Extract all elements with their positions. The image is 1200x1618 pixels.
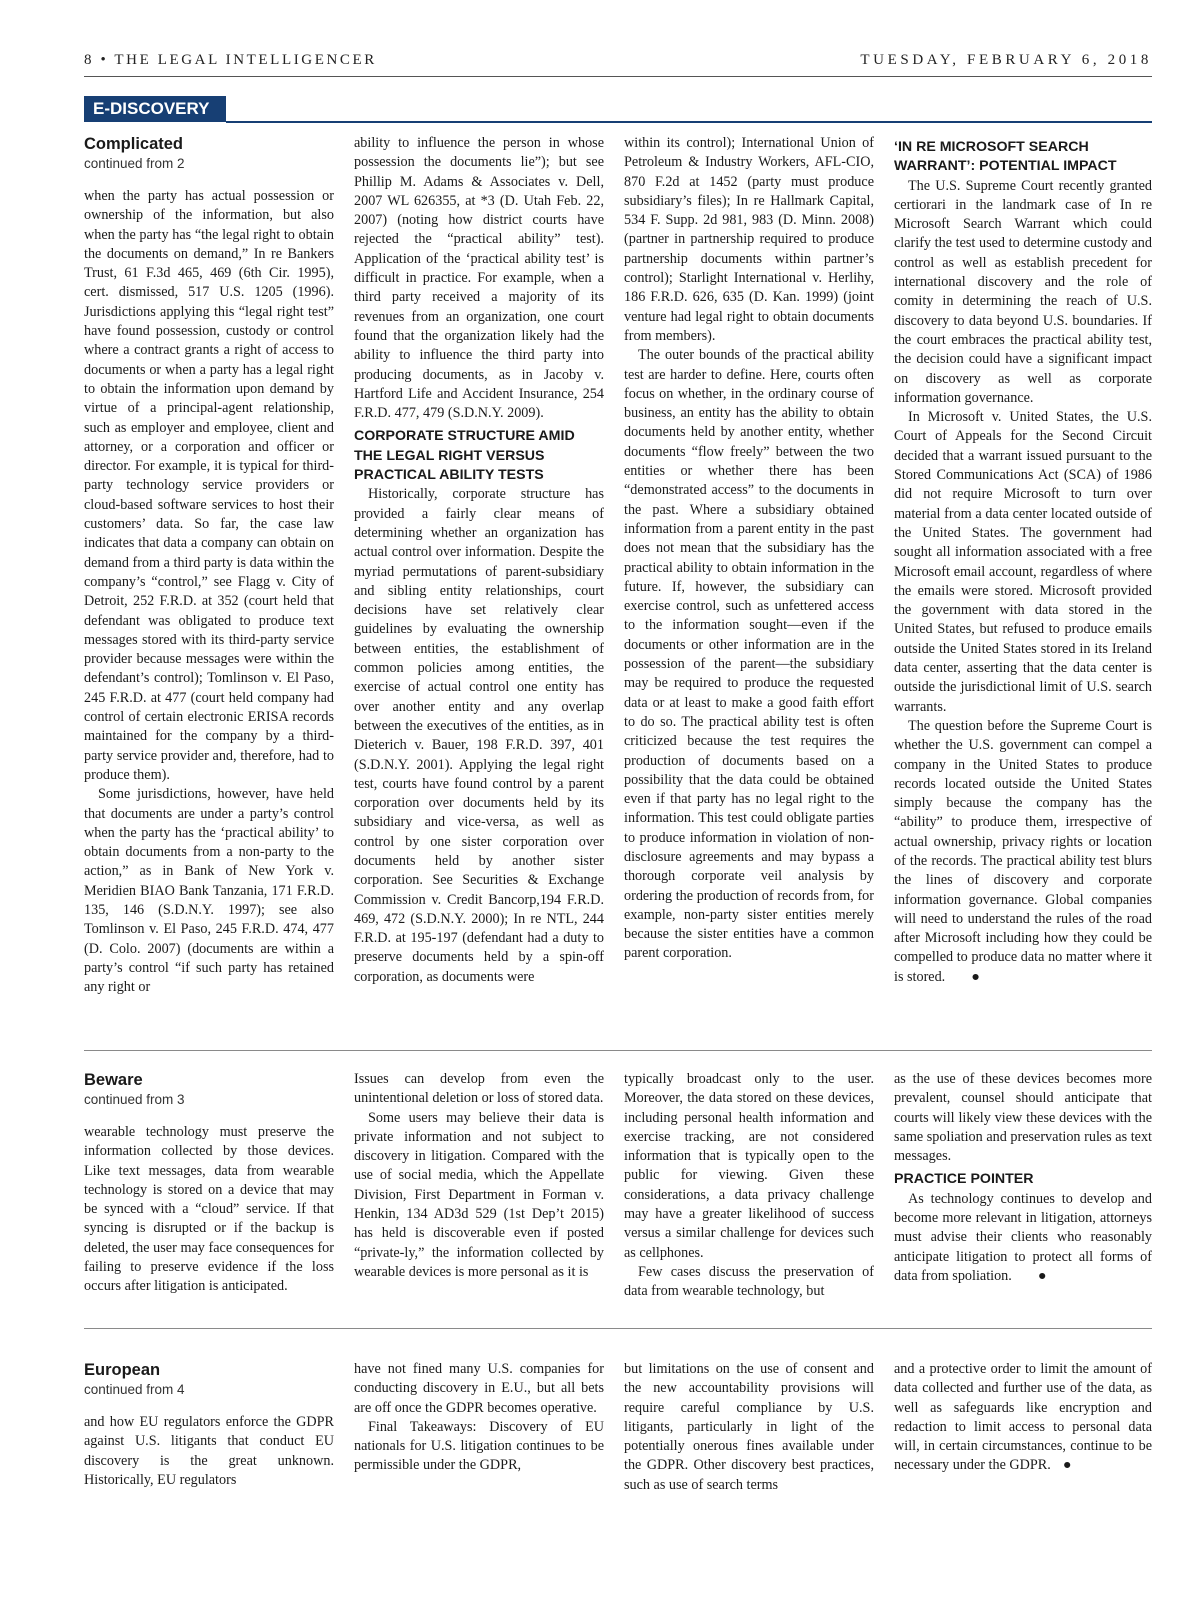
article-column [624, 134, 874, 964]
article-headline: Complicated [84, 135, 184, 153]
page-header [84, 52, 1152, 74]
article-headline: European [84, 1361, 161, 1379]
article-column [84, 1360, 334, 1490]
article-paragraph: and a protective order to limit the amount of data collected and further use of the data, as well as safeguards like encryption and redaction to limit access to personal data will, in certain circumstances, continue to be necessary under the GDPR. ● [894, 1360, 1152, 1476]
article-paragraph: The question before the Supreme Court is whether the U.S. government can compel a company in the United States to produce records located outside the United States simply because the company has the “ability” to produce them, irrespective of actual ownership, privacy rights or location of the records. The practical ability test blurs the lines of discovery and corporate information governance. Global companies will need to understand the rules of the road after Microsoft including how they could be compelled to produce data no matter where it is stored. ● [894, 717, 1152, 987]
article-divider [84, 1328, 1152, 1329]
article-headline: Beware [84, 1071, 143, 1089]
article-paragraph: typically broadcast only to the user. Moreover, the data stored on these devices, including personal health information and exercise tracking, are not considered information that is typically open to the public for viewing. Given these considerations, a data privacy challenge may have a greater likelihood of success versus a similar challenge for devices such as cellphones. [624, 1071, 874, 1261]
continued-from: continued from 4 [84, 1382, 185, 1397]
article-paragraph: In Microsoft v. United States, the U.S. Court of Appeals for the Second Circuit decided that a warrant issued pursuant to the Stored Communications Act (SCA) of 1986 did not require Microsoft to turn over material from a data center located outside of the United States. The government had sought all information associated with a free Microsoft email account, regardless of where the emails were stored. Microsoft provided the government with data stored in the United States, but refused to produce emails outside the United States stored in its Ireland data center, asserting that the data center is outside the jurisdictional limit of U.S. search warrants. [894, 409, 1152, 715]
article-subhead: ‘IN RE MICROSOFT SEARCH WARRANT’: POTENTIAL IMPACT [894, 139, 1117, 175]
article-column [84, 134, 334, 997]
article-paragraph: ability to influence the person in whose possession the documents lie”); but see Phillip M. Adams & Associates v. Dell, 2007 WL 626355, at *3 (D. Utah Feb. 22, 2007) (noting how district courts have rejected the “practical ability” test). Application of the ‘practical ability test’ is difficult in practice. For example, when a third party received a majority of its revenues from an organization, one court found that the organization likely had the ability to influence the third party into producing documents, as in Jacoby v. Hartford Life and Accident Insurance, 254 F.R.D. 477, 479 (S.D.N.Y. 2009). [354, 135, 604, 422]
article-column [354, 1070, 604, 1282]
article-paragraph: Some users may believe their data is private information and not subject to discovery in litigation. Compared with the use of social media, which the Appellate Division, First Department in Forman v. Henkin, 134 AD3d 529 (1st Dep’t 2015) has held is discoverable even if posted “private-ly,” the information collected by wearable devices is more personal as it is [354, 1109, 604, 1280]
article-paragraph: wearable technology must preserve the information collected by those devices. Like text messages, data from wearable technology is stored on a device that may be synced with a “cloud” service. If that syncing is disrupted or if the backup is deleted, the user may face consequences for failing to preserve evidence if the loss occurs after litigation is anticipated. [84, 1124, 334, 1295]
article-column [84, 1070, 334, 1297]
end-mark: ● [1062, 1457, 1072, 1474]
end-mark: ● [1037, 1267, 1047, 1284]
continued-from: continued from 3 [84, 1092, 185, 1107]
article-column [354, 134, 604, 987]
article-subhead: PRACTICE POINTER [894, 1171, 1034, 1188]
section-rule [226, 121, 1152, 123]
end-mark: ● [971, 968, 980, 985]
article-column [624, 1070, 874, 1302]
article-column [894, 134, 1152, 987]
section-tag: E-DISCOVERY [84, 96, 226, 122]
article-paragraph: but limitations on the use of consent and the new accountability provisions will require careful compliance by U.S. litigants, particularly in light of the potentially onerous fines available under the GDPR. Other discovery best practices, such as use of search terms [624, 1361, 874, 1493]
page-folio: 8 • THE LEGAL INTELLIGENCER [84, 52, 377, 68]
article-paragraph: have not fined many U.S. companies for conducting discovery in E.U., but all bets are off once the GDPR becomes operative. [354, 1361, 604, 1416]
article-paragraph: as the use of these devices becomes more prevalent, counsel should anticipate that courts will likely view these devices with the same spoliation and preservation rules as text messages. [894, 1071, 1152, 1165]
header-rule [84, 76, 1152, 77]
article-paragraph: and how EU regulators enforce the GDPR against U.S. litigants that conduct EU discovery is the great unknown. Historically, EU regulators [84, 1414, 334, 1488]
article-column [894, 1360, 1152, 1476]
article-paragraph: Historically, corporate structure has provided a fairly clear means of determining whether an organization has actual control over information. Despite the myriad permutations of parent-subsidiary and sibling entity relationships, court decisions have set relatively clear guidelines by evaluating the ownership between entities, the establishment of common policies among entities, the exercise of actual control one entity has over another entity and any overlap between the executives of the entities, as in Dieterich v. Bauer, 198 F.R.D. 397, 401 (S.D.N.Y. 2001). Applying the legal right test, courts have found control by a parent corporation over documents held by its subsidiary and vice-versa, as well as control by one sister corporation over documents held by another sister corporation. See Securities & Exchange Commission v. Credit Bancorp,194 F.R.D. 469, 472 (S.D.N.Y. 2000); In re NTL, 244 F.R.D. at 195-197 (defendant had a duty to preserve documents held by a spin-off corporation, as documents were [354, 486, 604, 985]
article-divider [84, 1050, 1152, 1051]
article-paragraph: As technology continues to develop and become more relevant in litigation, attorneys must advise their clients who reasonably anticipate litigation to protect all forms of data from spoliation. ● [894, 1190, 1152, 1286]
article-paragraph: Some jurisdictions, however, have held that documents are under a party’s control when the party has the ‘practical ability’ to obtain documents from a non-party to the action,” as in Bank of New York v. Meridien BIAO Bank Tanzania, 171 F.R.D. 135, 146 (S.D.N.Y. 1997); see also Tomlinson v. El Paso, 245 F.R.D. 474, 477 (D. Colo. 2007) (documents are within a party’s control “if such party has retained any right or [84, 786, 334, 996]
article-paragraph: Few cases discuss the preservation of data from wearable technology, but [624, 1263, 874, 1300]
article-column [624, 1360, 874, 1495]
article-paragraph: within its control); International Union of Petroleum & Industry Workers, AFL-CIO, 870 F.2d at 1452 (party must produce subsidiary’s files); In re Hallmark Capital, 534 F. Supp. 2d 981, 983 (D. Minn. 2008) (partner in partnership required to produce partnership documents within partner’s control); Starlight International v. Herlihy, 186 F.R.D. 626, 635 (D. Kan. 1999) (joint venture had legal right to obtain documents from members). [624, 135, 874, 344]
article-paragraph: when the party has actual possession or ownership of the information, but also when the party has “the legal right to obtain the documents on demand,” In re Bankers Trust, 61 F.3d 465, 469 (6th Cir. 1995), cert. dismissed, 517 U.S. 1205 (1996). Jurisdictions applying this “legal right test” have found possession, custody or control where a contract grants a right of access to documents or when a party has a legal right to obtain the information upon demand by virtue of a principal-agent relationship, such as employer and employee, client and attorney, or a corporation and officer or director. For example, it is typical for third-party technology service providers or cloud-based software services to host their customers’ data. So far, the case law indicates that data a company can obtain on demand from a third party is data within the company’s “control,” see Flagg v. City of Detroit, 252 F.R.D. at 352 (court held that defendant was obligated to produce text messages stored with its third-party service provider because messages were within the defendant’s control); Tomlinson v. El Paso, 245 F.R.D. at 477 (court held company had control of certain electronic ERISA records maintained for the company by a third-party service provider and, therefore, had to produce them). [84, 188, 334, 783]
article-paragraph: Issues can develop from even the unintentional deletion or loss of stored data. [354, 1071, 604, 1107]
article-column [354, 1360, 604, 1476]
article-paragraph: Final Takeaways: Discovery of EU nationals for U.S. litigation continues to be permissible under the GDPR, [354, 1418, 604, 1474]
article-column [894, 1070, 1152, 1286]
article-paragraph: The outer bounds of the practical ability test are harder to define. Here, courts often focus on whether, in the ordinary course of business, an entity has the ability to obtain documents held by another entity, whether documents “flow freely” between the two entities or whether there has been “demonstrated access” to the documents in the past. Where a subsidiary obtained information from a parent entity in the past does not mean that the subsidiary has the practical ability to obtain information in the future. If, however, the subsidiary can exercise control, such as unfettered access to the information sought—even if the documents or other information are in the possession of the parent—the subsidiary may be required to produce the requested data or at least to make a good faith effort to do so. The practical ability test is often criticized because the test requires the production of documents based on a possibility that the data could be obtained even if that party has no legal right to the information. This test could obligate parties to produce information in violation of non-disclosure agreements and may bypass a thorough corporate veil analysis by ordering the production of records from, for example, non-party sister entities merely because the sister entities have a common parent corporation. [624, 347, 874, 962]
article-subhead: CORPORATE STRUCTURE AMID THE LEGAL RIGHT VERSUS PRACTICAL ABILITY TESTS [354, 428, 575, 484]
page-date: TUESDAY, FEBRUARY 6, 2018 [860, 52, 1152, 68]
article-paragraph: The U.S. Supreme Court recently granted certiorari in the landmark case of In re Microsoft Search Warrant which could clarify the test used to determine custody and control as well as establish precedent for international discovery and the role of comity in determining the reach of U.S. discovery to data beyond U.S. boundaries. If the court embraces the practical ability test, the decision could have a significant impact on discovery as well as corporate information governance. [894, 177, 1152, 406]
continued-from: continued from 2 [84, 156, 185, 171]
